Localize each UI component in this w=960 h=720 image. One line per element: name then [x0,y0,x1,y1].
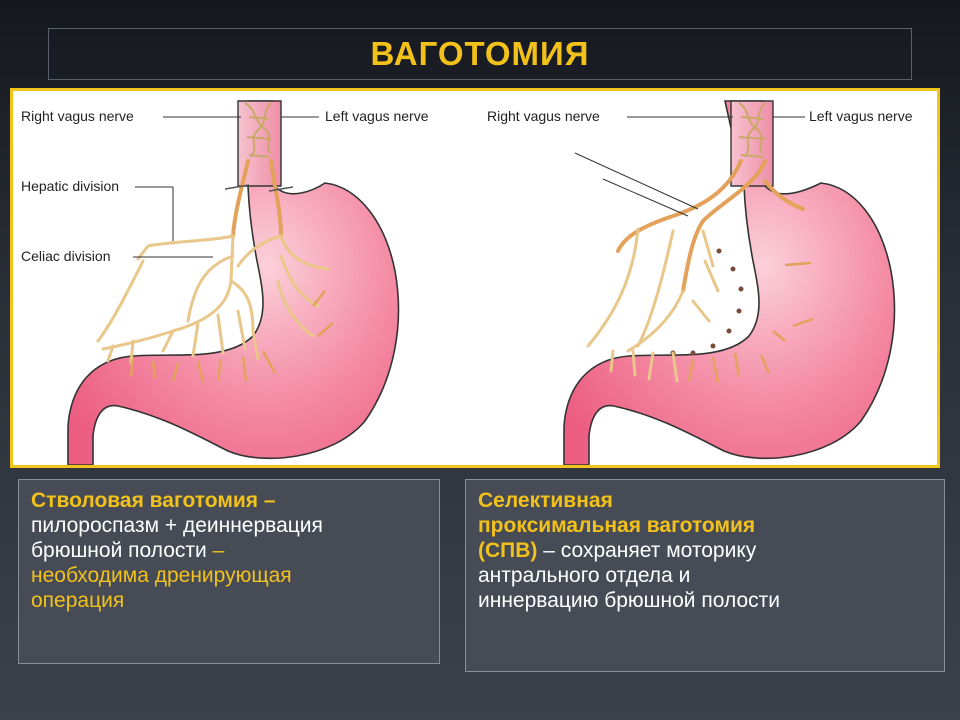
truncal-note-line2: операция [31,589,125,612]
right-right-vagus-label: Right vagus nerve [487,108,600,124]
spv-heading2: проксимальная ваготомия [478,514,756,537]
right-stomach-illustration [487,101,913,465]
spv-heading1: Селективная [478,489,613,512]
left-stomach-illustration [21,101,429,465]
truncal-vagotomy-panel [18,479,440,664]
page-title: ВАГОТОМИЯ [370,35,590,72]
right-left-vagus-label: Left vagus nerve [809,108,913,124]
right-labels [487,108,913,124]
vagotomy-diagram [13,91,937,465]
truncal-heading: Стволовая ваготомия – [31,489,276,512]
truncal-dash: – [206,539,225,562]
vagotomy-figure [10,88,940,468]
right-esophagus [731,101,773,186]
truncal-line2: брюшной полости [31,539,207,562]
spv-abbr: (СПВ) [478,539,538,562]
spv-rest2: антрального отдела и [478,564,691,587]
left-celiac-label: Celiac division [21,248,111,264]
left-left-vagus-label: Left vagus nerve [325,108,429,124]
right-pointer-lines [575,153,698,216]
left-hepatic-label: Hepatic division [21,178,120,194]
truncal-line1: пилороспазм + деиннервация [31,514,323,537]
spv-panel [465,479,945,672]
truncal-note-line1: необходима дренирующая [31,564,292,587]
spv-rest3: иннервацию брюшной полости [478,589,780,612]
right-stomach [564,101,894,465]
left-right-vagus-label: Right vagus nerve [21,108,134,124]
title-bar [48,28,912,80]
spv-rest1: – сохраняет моторику [537,539,757,562]
